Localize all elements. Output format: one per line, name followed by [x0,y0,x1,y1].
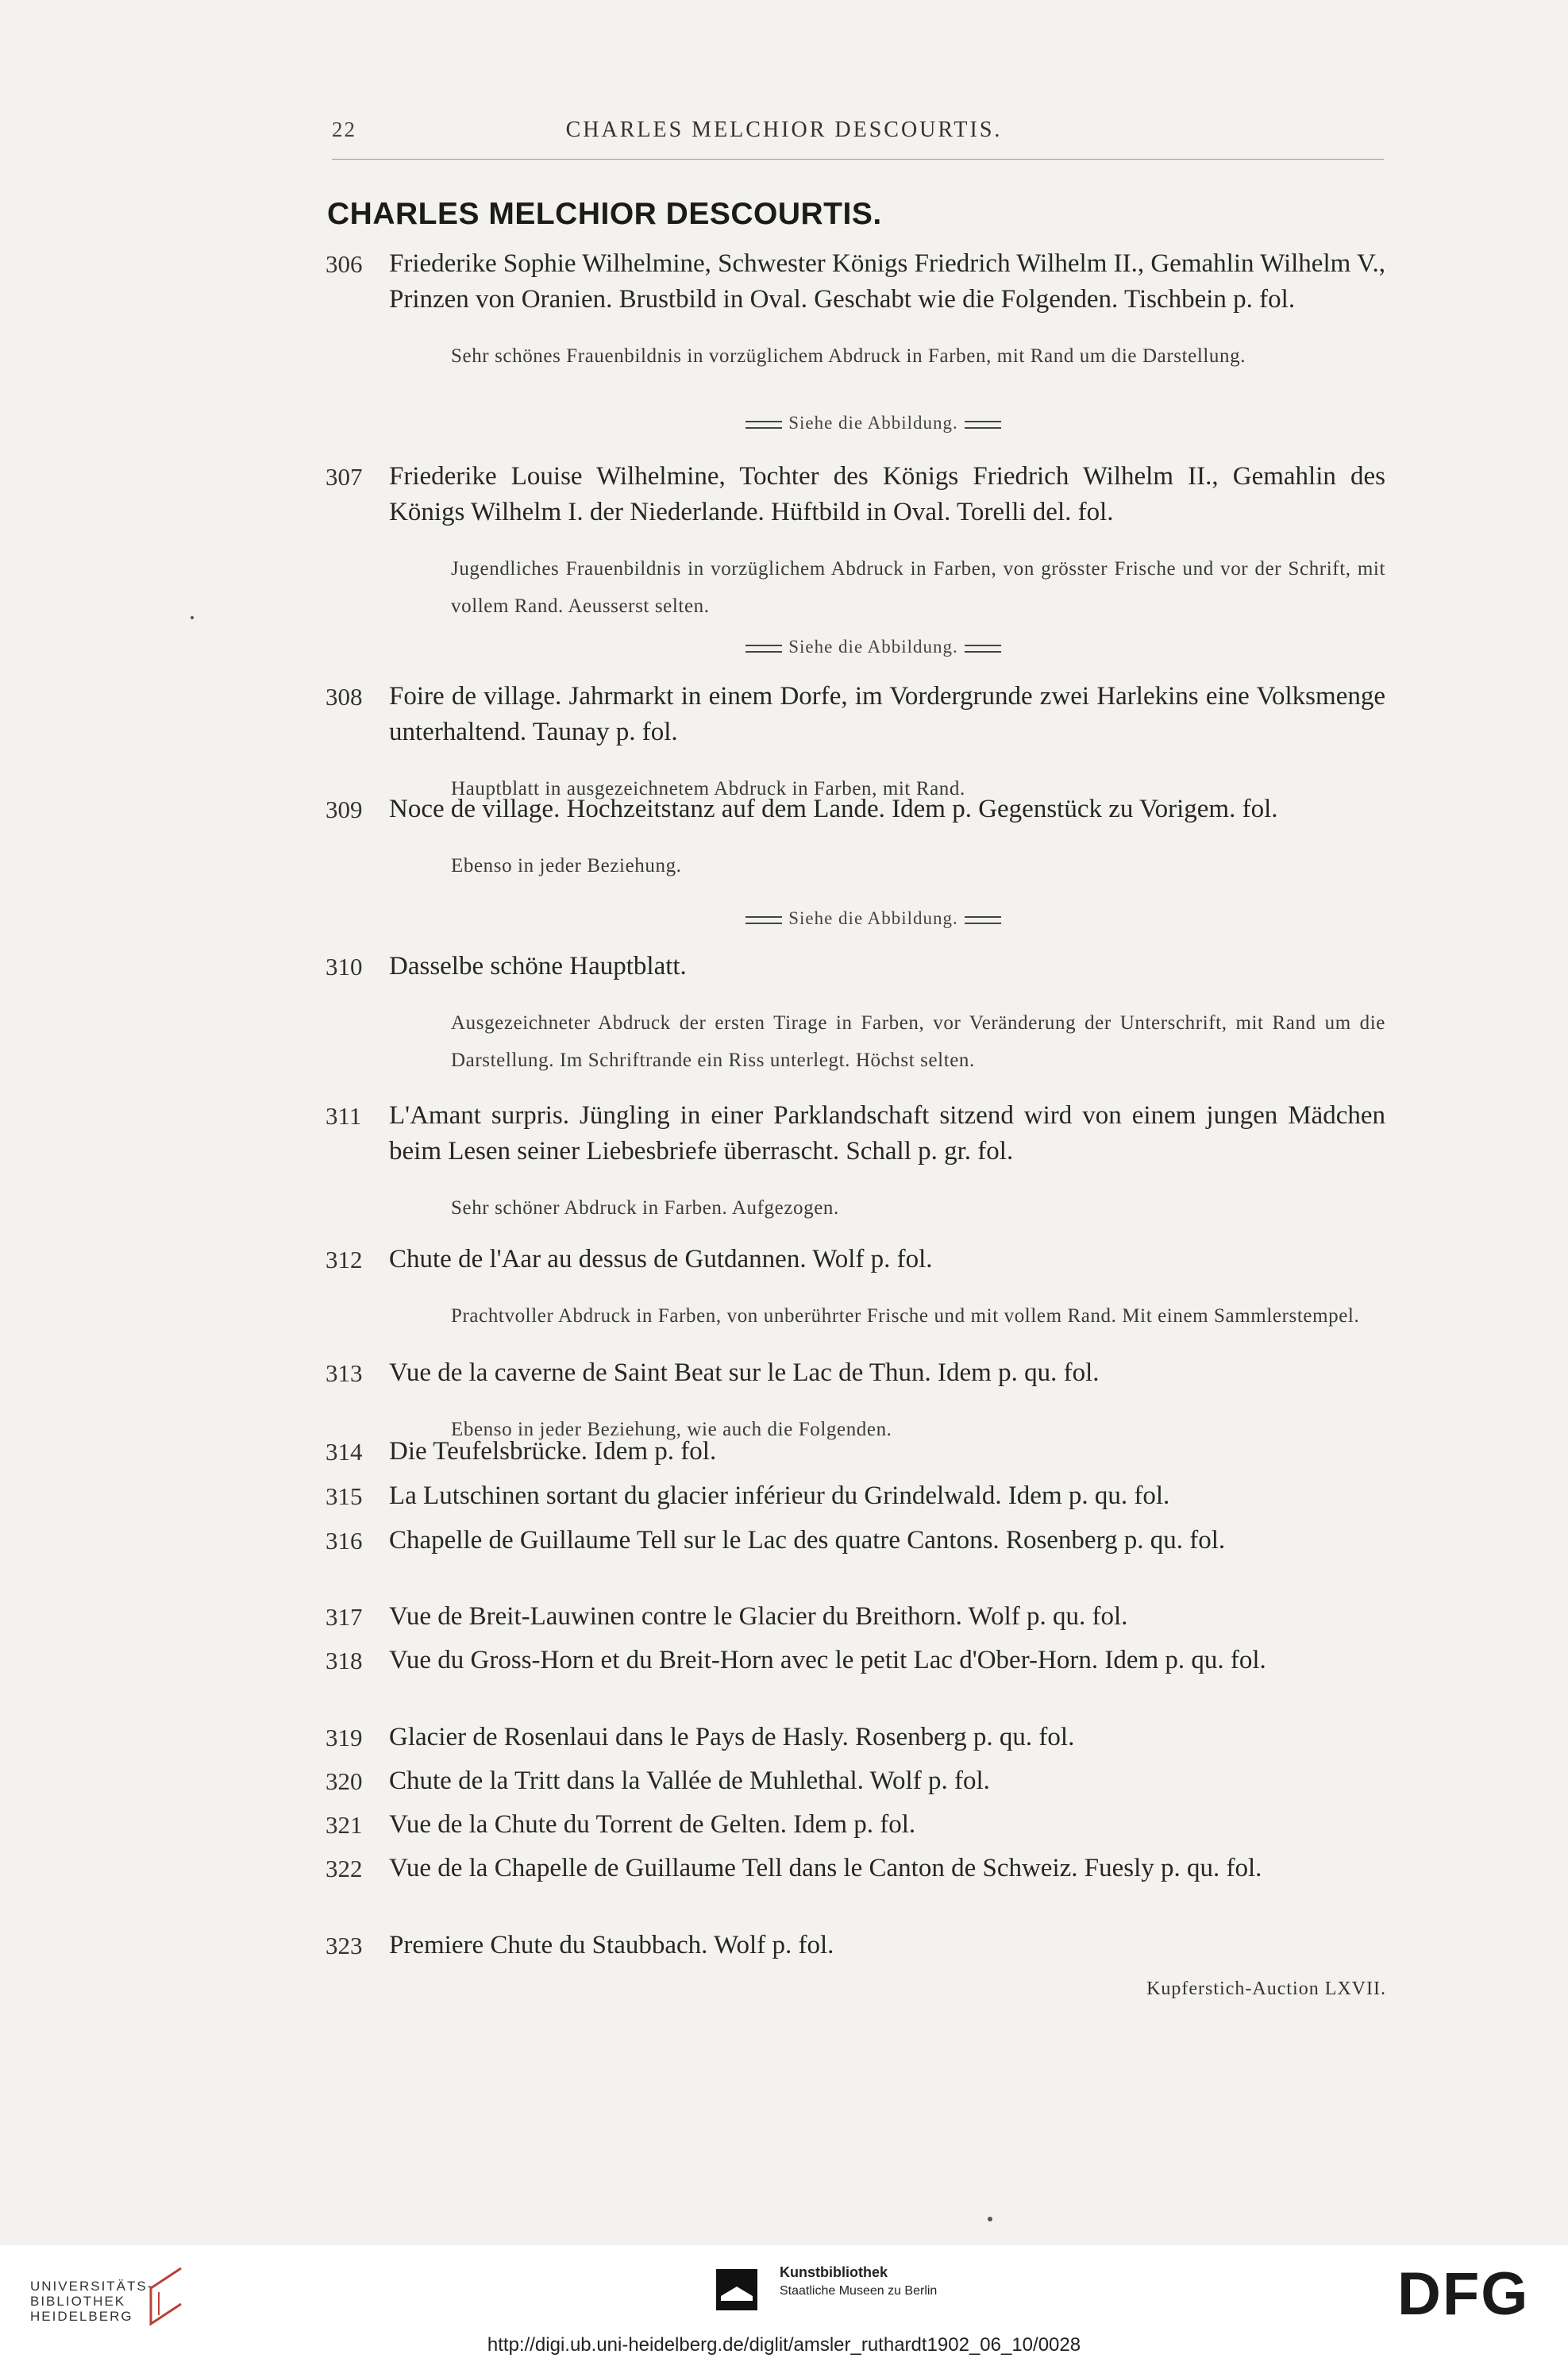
entry-note: Ebenso in jeder Beziehung. [451,855,682,877]
entry-number: 310 [326,953,363,981]
double-rule-icon [965,645,1001,653]
entry-number: 309 [326,796,363,823]
entry-number: 313 [326,1359,363,1387]
university-line: BIBLIOTHEK [30,2294,126,2309]
entry-title: Dasselbe schöne Hauptblatt. [389,952,687,981]
library-name: Kunstbibliothek [780,2264,888,2280]
entry-note: Jugendliches Frauenbildnis in vorzüglichem Abdruck in Farben, von grösster Frische und vor der Schrift, mit vollem Rand. Aeusserst selten. [451,558,1385,617]
entry-title: Chute de l'Aar au dessus de Gutdannen. Wolf p. fol. [389,1245,933,1273]
entry-title: Die Teufelsbrücke. Idem p. fol. [389,1437,717,1466]
paper-speck [191,616,194,619]
entry-title: Chapelle de Guillaume Tell sur le Lac des quatre Cantons. Rosenberg p. qu. fol. [389,1526,1226,1555]
entry-title: Vue de Breit-Lauwinen contre le Glacier du Breithorn. Wolf p. qu. fol. [389,1602,1128,1631]
see-illustration-label: Siehe die Abbildung. [788,413,958,433]
section-title: CHARLES MELCHIOR DESCOURTIS. [327,197,882,231]
entry-number: 308 [326,683,363,711]
entry-note: Ebenso in jeder Beziehung, wie auch die Folgenden. [451,1419,892,1440]
entry-number: 306 [326,250,363,278]
university-line: HEIDELBERG [30,2309,133,2324]
see-illustration [699,908,1048,929]
entry-note: Sehr schönes Frauenbildnis in vorzüglichem Abdruck in Farben, mit Rand um die Darstellung. [451,345,1246,367]
see-illustration-label: Siehe die Abbildung. [788,637,958,657]
entry-title: Friederike Louise Wilhelmine, Tochter des Königs Friedrich Wilhelm II., Gemahlin des Königs Wilhelm I. der Niederlande. Hüftbild in Oval. Torelli del. fol. [389,462,1385,526]
double-rule-icon [745,421,782,429]
entry-number: 317 [326,1603,363,1631]
double-rule-icon [965,421,1001,429]
entry-title: Noce de village. Hochzeitstanz auf dem Lande. Idem p. Gegenstück zu Vorigem. fol. [389,795,1278,823]
see-illustration [699,637,1048,657]
university-library-label [30,2279,153,2324]
running-title: CHARLES MELCHIOR DESCOURTIS. [565,118,1003,142]
entry-number: 311 [326,1102,362,1130]
entry-title: Chute de la Tritt dans la Vallée de Muhlethal. Wolf p. fol. [389,1767,990,1795]
entry-note: Prachtvoller Abdruck in Farben, von unberührter Frische und mit vollem Rand. Mit einem Sammlerstempel. [451,1305,1360,1327]
entry-number: 319 [326,1724,363,1751]
library-subtitle: Staatliche Museen zu Berlin [780,2284,938,2298]
kunstbibliothek-logo-icon [716,2269,757,2310]
entry-number: 316 [326,1527,363,1555]
entry-number: 312 [326,1246,363,1273]
entry-number: 307 [326,463,363,491]
university-line: UNIVERSITÄTS- [30,2279,154,2294]
entry-number: 318 [326,1647,363,1674]
entry-number: 314 [326,1438,363,1466]
entry-number: 323 [326,1932,363,1959]
paper-speck [988,2217,992,2221]
entry-title: Friederike Sophie Wilhelmine, Schwester Königs Friedrich Wilhelm II., Gemahlin Wilhelm V., Prinzen von Oranien. Brustbild in Oval. Geschabt wie die Folgenden. Tischbein p. fol. [389,249,1386,314]
see-illustration-label: Siehe die Abbildung. [788,908,958,928]
page-url[interactable]: http://digi.ub.uni-heidelberg.de/diglit/amsler_ruthardt1902_06_10/0028 [487,2334,1081,2356]
entry-title: Vue du Gross-Horn et du Breit-Horn avec le petit Lac d'Ober-Horn. Idem p. qu. fol. [389,1646,1266,1674]
entry-title: Vue de la caverne de Saint Beat sur le Lac de Thun. Idem p. qu. fol. [389,1358,1100,1387]
entry-number: 322 [326,1855,363,1882]
entry-number: 320 [326,1767,363,1795]
double-rule-icon [965,916,1001,924]
entry-title: Vue de la Chapelle de Guillaume Tell dans le Canton de Schweiz. Fuesly p. qu. fol. [389,1854,1262,1882]
entry-title: L'Amant surpris. Jüngling in einer Parklandschaft sitzend wird von einem jungen Mädchen beim Lesen seiner Liebesbriefe überrascht. Schall p. gr. fol. [389,1101,1385,1166]
entry-title: Premiere Chute du Staubbach. Wolf p. fol. [389,1931,834,1959]
double-rule-icon [745,645,782,653]
page-number: 22 [332,118,356,141]
entry-note: Sehr schöner Abdruck in Farben. Aufgezogen. [451,1197,839,1219]
entry-title: La Lutschinen sortant du glacier inférieur du Grindelwald. Idem p. qu. fol. [389,1481,1170,1510]
entry-note: Ausgezeichneter Abdruck der ersten Tirage in Farben, vor Veränderung der Unterschrift, mit Rand um die Darstellung. Im Schriftrande ein Riss unterlegt. Höchst selten. [451,1012,1385,1071]
entry-title: Glacier de Rosenlaui dans le Pays de Hasly. Rosenberg p. qu. fol. [389,1723,1075,1751]
university-logo-icon [141,2264,189,2328]
kunstbibliothek-mark-icon [716,2269,757,2310]
see-illustration [699,413,1048,433]
kunstbibliothek-label [780,2263,937,2301]
entry-title: Vue de la Chute du Torrent de Gelten. Idem p. fol. [389,1810,916,1839]
dfg-logo: DFG [1397,2260,1530,2328]
entry-number: 321 [326,1811,363,1839]
double-rule-icon [745,916,782,924]
entry-number: 315 [326,1482,363,1510]
digitization-banner [0,2245,1568,2358]
entry-note: Hauptblatt in ausgezeichnetem Abdruck in Farben, mit Rand. [451,778,965,799]
entry-title: Foire de village. Jahrmarkt in einem Dorfe, im Vordergrunde zwei Harlekins eine Volksmenge unterhaltend. Taunay p. fol. [389,682,1385,746]
auction-footer: Kupferstich-Auction LXVII. [1146,1978,1386,1999]
